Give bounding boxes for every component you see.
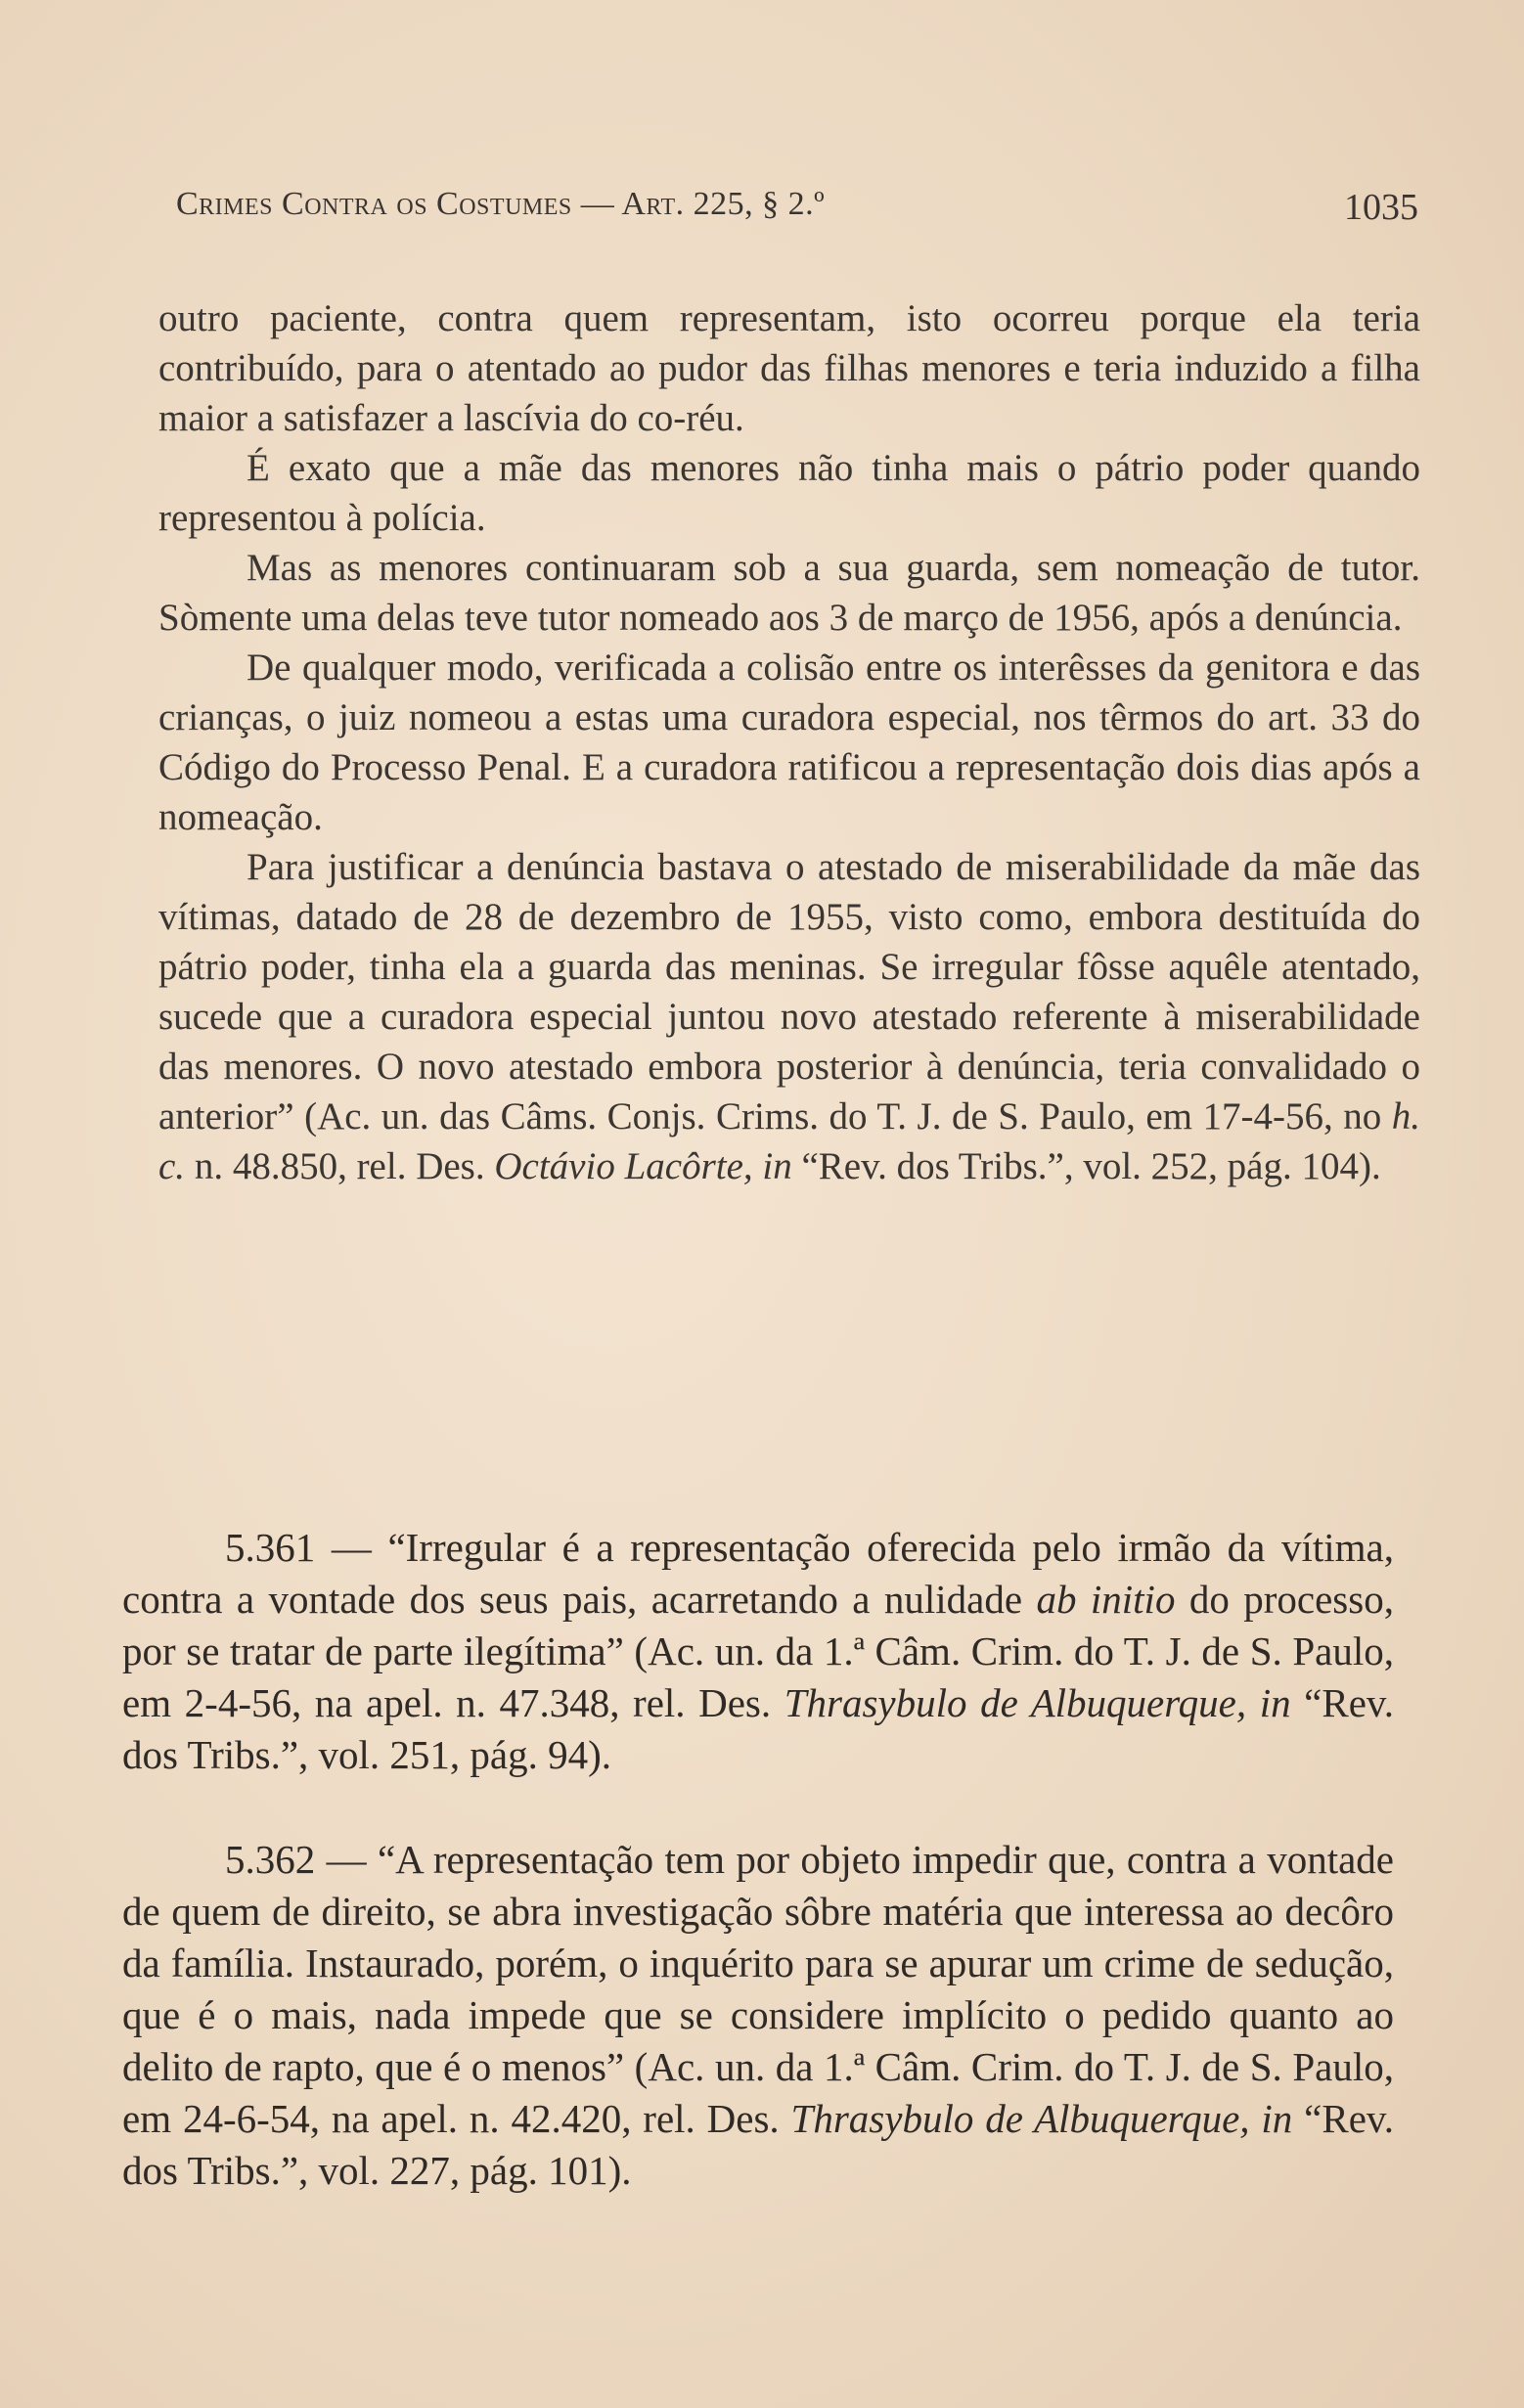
- italic-term: ab initio: [1036, 1577, 1176, 1622]
- entry-text: “Rev. dos Tribs.”, vol. 251, pág. 94).: [122, 1680, 1394, 1777]
- paragraph-text: “Rev. dos Tribs.”, vol. 252, pág. 104).: [791, 1145, 1381, 1187]
- italic-judge-name: Thrasybulo de Albuquerque, in: [784, 1680, 1291, 1725]
- paragraph: É exato que a mãe das menores não tinha mais o pátrio poder quando representou à polícia.: [158, 447, 1420, 539]
- running-head-title: Crimes Contra os Costumes — Art. 225, § 2.º: [176, 186, 826, 222]
- italic-term: h. c.: [158, 1095, 1420, 1187]
- italic-judge-name: Octávio Lacôrte, in: [494, 1145, 792, 1187]
- italic-judge-name: Thrasybulo de Albuquerque, in: [790, 2096, 1293, 2141]
- paragraph-text: n. 48.850, rel. Des.: [185, 1145, 495, 1187]
- entry-text: do processo, por se tratar de parte ilegítima” (Ac. un. da 1.ª Câm. Crim. do T. J. de S. Paulo, em 2-4-56, na apel. n. 47.348, rel. Des.: [122, 1577, 1394, 1725]
- running-head: [176, 186, 1418, 245]
- paragraph-text: Para justificar a denúncia bastava o atestado de miserabilidade da mãe das vítimas, datado de 28 de dezembro de 1955, visto como, embora destituída do pátrio poder, tinha ela a guarda das meninas. Se irregular fôsse aquêle atentado, sucede que a curadora especial juntou novo atestado referente à miserabilidade das menores. O novo atestado embora posterior à denúncia, teria convalidado o anterior” (Ac. un. das Câms. Conjs. Crims. do T. J. de S. Paulo, em 17-4-56, no: [158, 846, 1420, 1137]
- entry-text: 5.362 — “A representação tem por objeto impedir que, contra a vontade de quem de direito, se abra investigação sôbre matéria que interessa ao decôro da família. Instaurado, porém, o inquérito para se apurar um crime de sedução, que é o mais, nada impede que se considere implícito o pedido quanto ao delito de rapto, que é o menos” (Ac. un. da 1.ª Câm. Crim. do T. J. de S. Paulo, em 24-6-54, na apel. n. 42.420, rel. Des.: [122, 1837, 1394, 2141]
- body-text: [158, 293, 1420, 1191]
- page-number: 1035: [1344, 187, 1418, 228]
- entry-text: 5.361 — “Irregular é a representação oferecida pelo irmão da vítima, contra a vontade dos seus pais, acarretando a nulidade: [122, 1525, 1394, 1622]
- case-entry-5361: [122, 1522, 1394, 1781]
- entry-text: “Rev. dos Tribs.”, vol. 227, pág. 101).: [122, 2096, 1394, 2193]
- paragraph-continuation: outro paciente, contra quem representam, isto ocorreu porque ela teria contribuído, para o atentado ao pudor das filhas menores e teria induzido a filha maior a satisfazer a lascívia do co-réu.: [158, 297, 1420, 439]
- paragraph: De qualquer modo, verificada a colisão entre os interêsses da genitora e das crianças, o juiz nomeou a estas uma curadora especial, nos têrmos do art. 33 do Código do Processo Penal. E a curadora ratificou a representação dois dias após a nomeação.: [158, 647, 1420, 838]
- paragraph: Mas as menores continuaram sob a sua guarda, sem nomeação de tutor. Sòmente uma delas teve tutor nomeado aos 3 de março de 1956, após a denúncia.: [158, 547, 1420, 639]
- paragraph-quote: [158, 842, 1420, 1191]
- case-entries: [122, 1522, 1394, 2197]
- case-entry-5362: [122, 1834, 1394, 2197]
